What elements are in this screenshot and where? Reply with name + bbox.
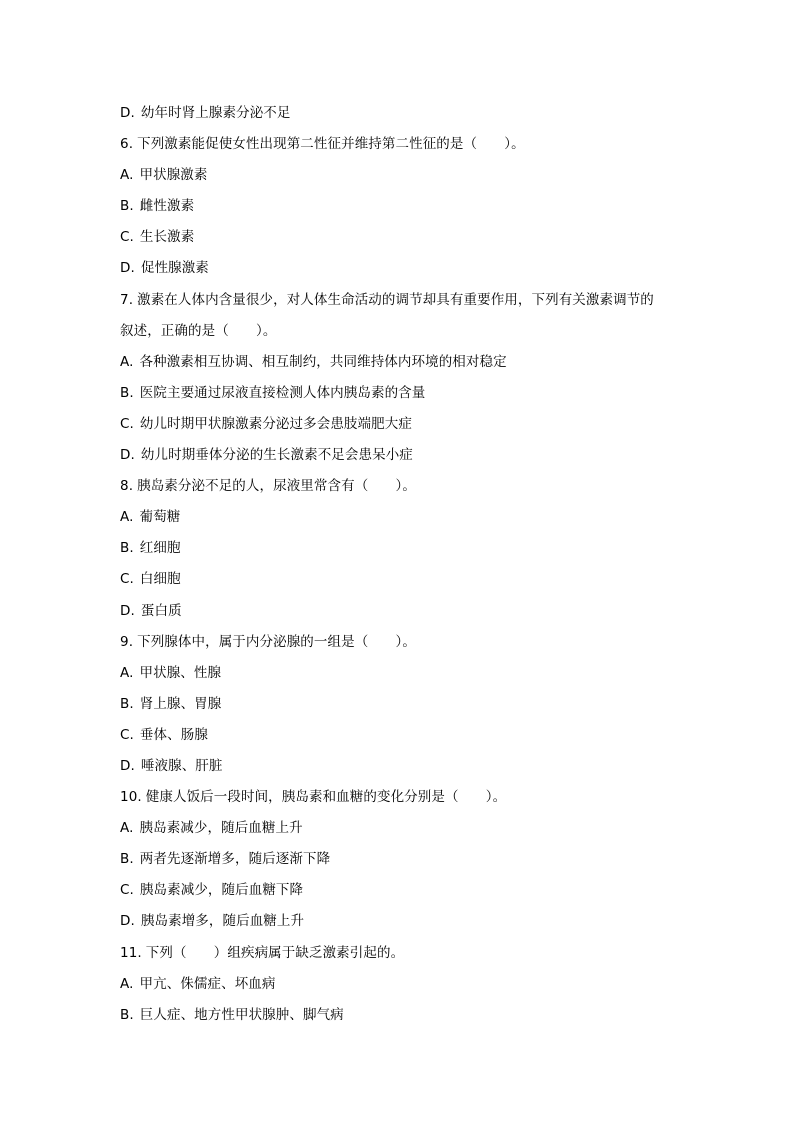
option-label: C. <box>120 882 134 899</box>
option-line <box>120 754 680 785</box>
option-text: 白细胞 <box>139 571 181 588</box>
option-label: C. <box>120 571 134 588</box>
option-line <box>120 412 680 443</box>
question-line <box>120 941 680 972</box>
option-text: 蛋白质 <box>140 602 182 619</box>
option-text: 甲状腺、性腺 <box>139 664 222 681</box>
option-text: 幼儿时期甲状腺激素分泌过多会患肢端肥大症 <box>139 415 412 432</box>
question-line <box>120 288 680 319</box>
option-text: 葡萄糖 <box>139 509 181 526</box>
option-label: B. <box>120 540 134 557</box>
option-label: B. <box>120 851 134 868</box>
option-label: D. <box>120 260 135 277</box>
option-text: 甲亢、侏儒症、坏血病 <box>139 975 276 992</box>
option-line <box>120 163 680 194</box>
question-line <box>120 630 680 661</box>
option-text: 胰岛素增多，随后血糖上升 <box>140 913 305 930</box>
option-label: B. <box>120 198 134 215</box>
option-label: A. <box>120 509 134 526</box>
option-text: 两者先逐渐增多，随后逐渐下降 <box>139 851 331 868</box>
option-line <box>120 567 680 598</box>
option-text: 甲状腺激素 <box>139 167 208 184</box>
option-label: B. <box>120 384 134 401</box>
option-line <box>120 816 680 847</box>
option-text: 各种激素相互协调、相互制约，共同维持体内环境的相对稳定 <box>139 353 507 370</box>
option-label: C. <box>120 726 134 743</box>
option-label: A. <box>120 975 134 992</box>
option-label: A. <box>120 167 134 184</box>
option-label: D. <box>120 913 135 930</box>
option-line <box>120 194 680 225</box>
option-text: 肾上腺、胃腺 <box>139 695 222 712</box>
option-line <box>120 661 680 692</box>
question-number: 11. <box>120 944 142 961</box>
option-line <box>120 692 680 723</box>
option-label: B. <box>120 1006 134 1023</box>
option-line <box>120 536 680 567</box>
question-text: 下列激素能促使女性出现第二性征并维持第二性征的是（ ）。 <box>137 136 525 153</box>
question-number: 6. <box>120 136 134 153</box>
question-text: 激素在人体内含量很少，对人体生命活动的调节却具有重要作用，下列有关激素调节的 <box>137 291 654 308</box>
option-text: 唾液腺、肝脏 <box>140 757 223 774</box>
question-line <box>120 132 680 163</box>
question-text: 健康人饭后一段时间，胰岛素和血糖的变化分别是（ ）。 <box>145 789 507 806</box>
question-text: 胰岛素分泌不足的人，尿液里常含有（ ）。 <box>137 478 416 495</box>
option-text: 生长激素 <box>139 229 195 246</box>
question-line <box>120 785 680 816</box>
option-label: B. <box>120 695 134 712</box>
option-line <box>120 350 680 381</box>
option-line <box>120 505 680 536</box>
option-text: 幼年时肾上腺素分泌不足 <box>140 105 291 121</box>
option-text: 胰岛素减少，随后血糖下降 <box>139 882 304 899</box>
question-number: 10. <box>120 789 142 806</box>
option-text: 胰岛素减少，随后血糖上升 <box>139 820 303 837</box>
question-line <box>120 474 680 505</box>
option-label: C. <box>120 415 134 432</box>
question-list <box>120 101 680 1034</box>
option-line <box>120 101 680 132</box>
option-text: 垂体、肠腺 <box>139 726 208 743</box>
option-label: A. <box>120 353 134 370</box>
question-text: 叙述，正确的是（ ）。 <box>120 322 277 339</box>
question-number: 8. <box>120 478 134 495</box>
option-line <box>120 381 680 412</box>
option-label: A. <box>120 820 134 837</box>
option-line <box>120 225 680 256</box>
option-line <box>120 723 680 754</box>
option-label: D. <box>120 105 135 121</box>
option-label: D. <box>120 757 135 774</box>
option-label: D. <box>120 447 135 464</box>
question-text: 下列（ ）组疾病属于缺乏激素引起的。 <box>145 944 405 961</box>
option-line <box>120 847 680 878</box>
option-line <box>120 256 680 287</box>
option-line <box>120 972 680 1003</box>
question-number: 7. <box>120 291 134 308</box>
option-text: 巨人症、地方性甲状腺肿、脚气病 <box>139 1006 344 1023</box>
question-text: 下列腺体中，属于内分泌腺的一组是（ ）。 <box>137 633 416 650</box>
option-text: 医院主要通过尿液直接检测人体内胰岛素的含量 <box>139 384 426 401</box>
option-text: 雌性激素 <box>139 198 195 215</box>
option-line <box>120 1003 680 1034</box>
option-label: C. <box>120 229 134 246</box>
option-label: A. <box>120 664 134 681</box>
option-label: D. <box>120 602 135 619</box>
option-text: 幼儿时期垂体分泌的生长激素不足会患呆小症 <box>140 447 413 464</box>
question-number: 9. <box>120 633 134 650</box>
option-line <box>120 443 680 474</box>
option-line <box>120 878 680 909</box>
option-text: 红细胞 <box>139 540 181 557</box>
option-line <box>120 909 680 940</box>
option-text: 促性腺激素 <box>140 260 209 277</box>
option-line <box>120 599 680 630</box>
question-continuation <box>120 319 680 350</box>
